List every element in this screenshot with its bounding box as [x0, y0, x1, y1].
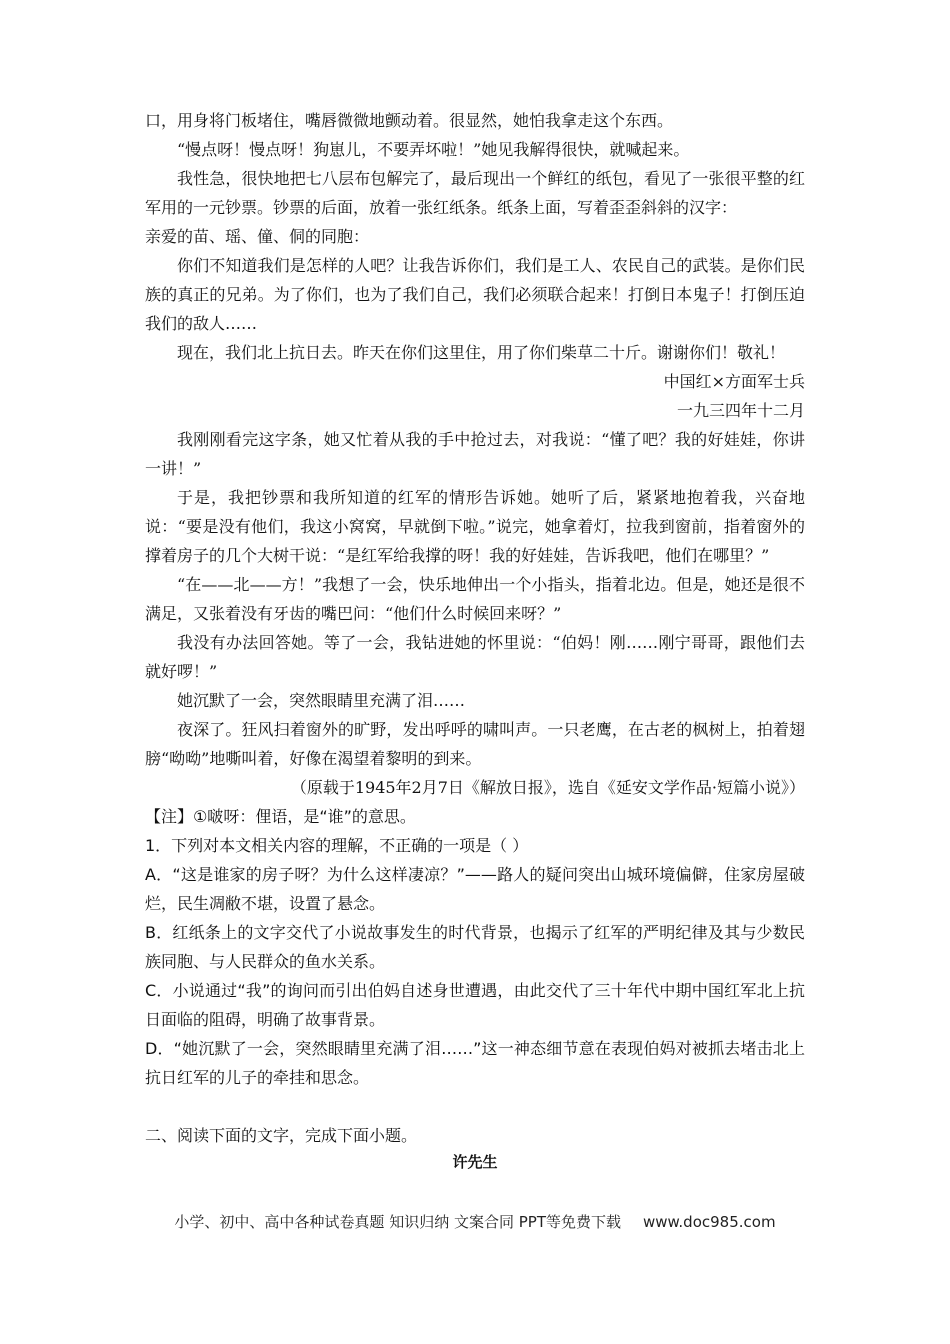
story-paragraph: 口，用身将门板堵住，嘴唇微微地颤动着。很显然，她怕我拿走这个东西。 [145, 111, 674, 130]
story-paragraph: 我性急，很快地把七八层布包解完了，最后现出一个鲜红的纸包，看见了一张很平整的红军用的一元钞票。钞票的后面，放着一张红纸条。纸条上面，写着歪歪斜斜的汉字： [145, 169, 805, 217]
source-citation: （原载于1945年2月7日《解放日报》，选自《延安文学作品·短篇小说》） [290, 778, 805, 797]
option-a: A．“这是谁家的房子呀？为什么这样凄凉？”——路人的疑问突出山城环境偏僻，住家房屋破烂，民生凋敝不堪，设置了悬念。 [145, 865, 805, 913]
letter-body: 你们不知道我们是怎样的人吧？让我告诉你们，我们是工人、农民自己的武装。是你们民族的真正的兄弟。为了你们，也为了我们自己，我们必须联合起来！打倒日本鬼子！打倒压迫我们的敌人…… [145, 256, 805, 333]
option-d: D．“她沉默了一会，突然眼睛里充满了泪……”这一神态细节意在表现伯妈对被抓去堵击北上抗日红军的儿子的牵挂和思念。 [145, 1039, 805, 1087]
option-b: B．红纸条上的文字交代了小说故事发生的时代背景，也揭示了红军的严明纪律及其与少数民族同胞、与人民群众的鱼水关系。 [145, 923, 805, 971]
story-paragraph: “慢点呀！慢点呀！狗崽儿，不要弄坏啦！”她见我解得很快，就喊起来。 [177, 140, 690, 159]
footer-url[interactable]: www.doc985.com [642, 1213, 776, 1231]
story-paragraph: 我没有办法回答她。等了一会，我钻进她的怀里说：“伯妈！刚……刚宁哥哥，跟他们去就好啰！” [145, 633, 805, 681]
story-paragraph: 夜深了。狂风扫着窗外的旷野，发出呼呼的啸叫声。一只老鹰，在古老的枫树上，拍着翅膀“呦呦”地嘶叫着，好像在渴望着黎明的到来。 [145, 720, 805, 768]
story-paragraph: 于是，我把钞票和我所知道的红军的情形告诉她。她听了后，紧紧地抱着我，兴奋地说：“要是没有他们，我这小窝窝，早就倒下啦。”说完，她拿着灯，拉我到窗前，指着窗外的撑着房子的几个大树干说：“是红军给我撑的呀！我的好娃娃，告诉我吧，他们在哪里？” [145, 488, 805, 565]
footnote: 【注】①啵呀：俚语，是“谁”的意思。 [145, 807, 416, 826]
footer-text: 小学、初中、高中各种试卷真题 知识归纳 文案合同 PPT等免费下载 [174, 1213, 621, 1231]
option-c: C．小说通过“我”的询问而引出伯妈自述身世遭遇，由此交代了三十年代中期中国红军北上抗日面临的阻碍，明确了故事背景。 [145, 981, 805, 1029]
next-article-title: 许先生 [452, 1153, 498, 1171]
story-paragraph: 我刚刚看完这字条，她又忙着从我的手中抢过去，对我说：“懂了吧？我的好娃娃，你讲一讲！” [145, 430, 805, 478]
spacer [145, 1092, 805, 1121]
letter-salutation: 亲爱的苗、瑶、僮、侗的同胞： [145, 227, 370, 246]
letter-signature: 中国红×方面军士兵 [663, 372, 805, 391]
section-heading: 二、阅读下面的文字，完成下面小题。 [145, 1126, 418, 1145]
question-stem: 1．下列对本文相关内容的理解，不正确的一项是（ ） [145, 836, 529, 855]
letter-date: 一九三四年十二月 [676, 401, 805, 420]
page-footer [0, 1211, 950, 1232]
document-page [145, 106, 805, 1172]
story-paragraph: “在——北——方！”我想了一会，快乐地伸出一个小指头，指着北边。但是，她还是很不满足，又张着没有牙齿的嘴巴问：“他们什么时候回来呀？” [145, 575, 805, 623]
story-paragraph: 她沉默了一会，突然眼睛里充满了泪…… [177, 691, 466, 710]
letter-body: 现在，我们北上抗日去。昨天在你们这里住，用了你们柴草二十斤。谢谢你们！敬礼！ [177, 343, 786, 362]
